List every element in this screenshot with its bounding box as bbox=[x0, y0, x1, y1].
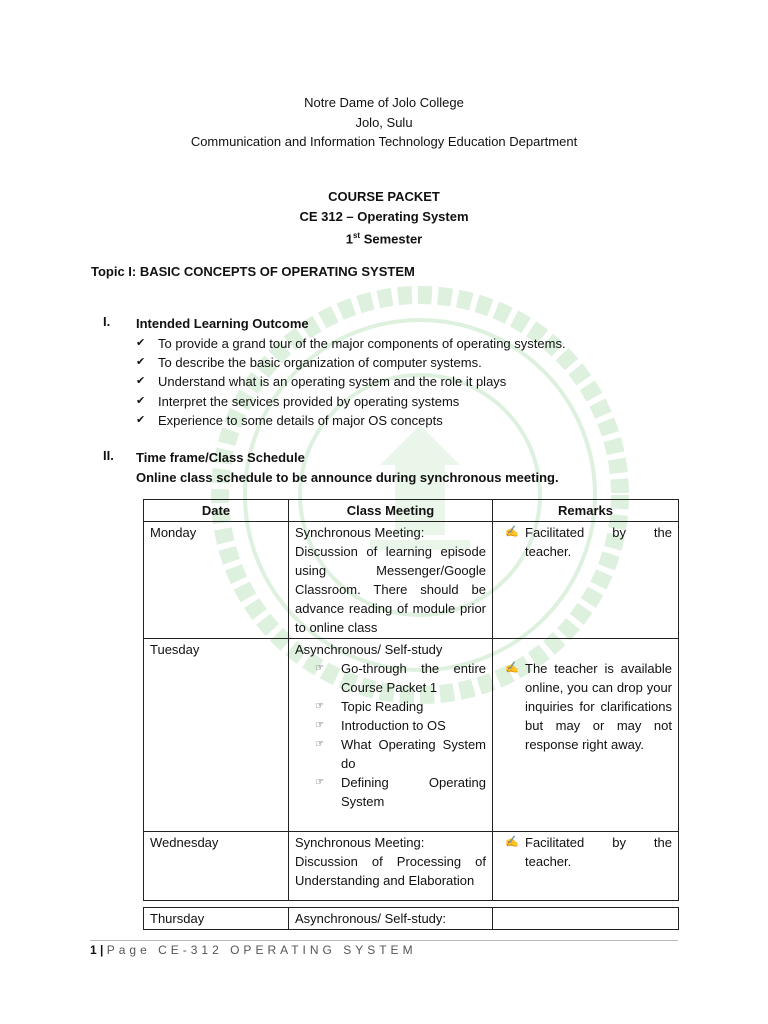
college-location: Jolo, Sulu bbox=[355, 114, 413, 130]
column-header-date: Date bbox=[144, 500, 289, 522]
meeting-cell: Asynchronous/ Self-study: bbox=[289, 908, 493, 930]
remarks-cell: ✍ Facilitated by the teacher. bbox=[493, 522, 679, 639]
date-cell: Monday bbox=[144, 522, 289, 639]
table-header-row bbox=[144, 500, 679, 522]
section-title: Time frame/Class Schedule Online class schedule to be announce during synchronous meeting. bbox=[136, 448, 559, 487]
table-row bbox=[144, 832, 679, 901]
date-cell: Wednesday bbox=[144, 832, 289, 901]
college-name: Notre Dame of Jolo College bbox=[304, 95, 464, 110]
table-row bbox=[144, 908, 679, 930]
page-footer: 1 | Page CE-312 OPERATING SYSTEM bbox=[90, 943, 417, 957]
check-icon: ✔ bbox=[136, 375, 146, 388]
pointing-hand-icon: ☞ bbox=[315, 739, 324, 750]
table-row bbox=[144, 522, 679, 639]
department-name: Communication and Information Technology Education Department bbox=[190, 134, 578, 149]
meeting-cell: Asynchronous/ Self-study ☞ Go-through the entire Course Packet 1 ☞ Topic Reading ☞ Introduction to OS ☞ What Operating System do ☞ Defining Operating System bbox=[289, 639, 493, 832]
date-cell: Tuesday bbox=[144, 639, 289, 832]
course-header bbox=[0, 187, 768, 249]
list-item: ✔ To describe the basic organization of computer systems. bbox=[136, 353, 566, 372]
footer-divider bbox=[90, 940, 678, 941]
remarks-cell: ✍ Facilitated by the teacher. bbox=[493, 832, 679, 901]
pointing-hand-icon: ☞ bbox=[315, 777, 324, 788]
learning-outcomes-list bbox=[136, 334, 566, 430]
packet-title: COURSE PACKET bbox=[328, 189, 440, 204]
section-number: I. bbox=[103, 314, 111, 329]
pointing-hand-icon: ☞ bbox=[315, 701, 324, 712]
class-schedule-table bbox=[143, 499, 679, 930]
pen-icon: ✍ bbox=[505, 662, 519, 674]
check-icon: ✔ bbox=[136, 356, 146, 369]
activity-list bbox=[295, 659, 486, 811]
meeting-cell: Synchronous Meeting: Discussion of Processing of Understanding and Elaboration bbox=[289, 832, 493, 901]
remarks-cell bbox=[493, 908, 679, 930]
section-title: Intended Learning Outcome bbox=[136, 316, 309, 331]
pointing-hand-icon: ☞ bbox=[315, 663, 324, 674]
list-item: ☞ Topic Reading bbox=[315, 699, 424, 714]
list-item: ✔ Experience to some details of major OS concepts bbox=[136, 411, 566, 430]
course-title: CE 312 – Operating System bbox=[299, 208, 469, 224]
section-number: II. bbox=[103, 448, 114, 463]
section-subtitle: Online class schedule to be announce during synchronous meeting. bbox=[136, 469, 559, 485]
table-row bbox=[144, 639, 679, 832]
check-icon: ✔ bbox=[136, 413, 146, 426]
footer-text: Page CE-312 OPERATING SYSTEM bbox=[106, 943, 417, 957]
list-item: ☞ Defining Operating System bbox=[315, 775, 486, 809]
page-number: 1 bbox=[90, 943, 97, 957]
list-item: ☞ What Operating System do bbox=[315, 737, 486, 771]
column-header-remarks: Remarks bbox=[493, 500, 679, 522]
check-icon: ✔ bbox=[136, 337, 146, 349]
list-item: ☞ Introduction to OS bbox=[315, 718, 446, 733]
topic-title: Topic I: BASIC CONCEPTS OF OPERATING SYSTEM bbox=[91, 264, 415, 279]
pointing-hand-icon: ☞ bbox=[315, 720, 324, 731]
column-header-class-meeting: Class Meeting bbox=[289, 500, 493, 522]
list-item: ✔ To provide a grand tour of the major components of operating systems. bbox=[136, 334, 566, 353]
meeting-cell: Synchronous Meeting: Discussion of learning episode using Messenger/Google Classroom. There should be advance reading of module prior to online class bbox=[289, 522, 493, 639]
pen-icon: ✍ bbox=[505, 836, 519, 848]
list-item: ✔ Interpret the services provided by operating systems bbox=[136, 392, 566, 411]
institution-header bbox=[0, 93, 768, 152]
remarks-cell: ✍ The teacher is available online, you can drop your inquiries for clarifications but may or may not response right away. bbox=[493, 639, 679, 832]
pen-icon: ✍ bbox=[505, 526, 519, 538]
semester: 1st Semester bbox=[345, 231, 423, 247]
list-item: ☞ Go-through the entire Course Packet 1 bbox=[315, 661, 486, 695]
date-cell: Thursday bbox=[144, 908, 289, 930]
check-icon: ✔ bbox=[136, 394, 146, 407]
list-item: ✔ Understand what is an operating system and the role it plays bbox=[136, 372, 566, 391]
